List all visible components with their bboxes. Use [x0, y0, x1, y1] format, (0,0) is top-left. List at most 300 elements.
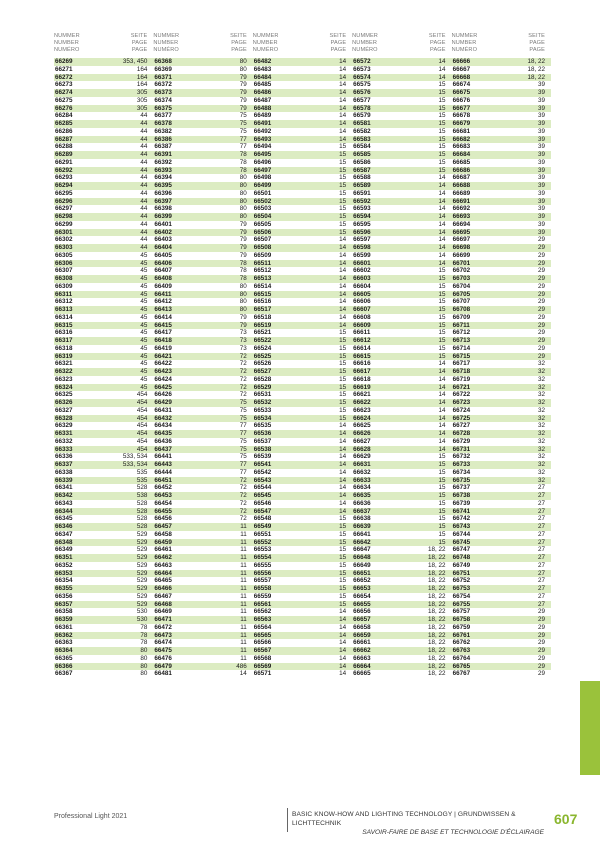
page-reference-cell: 45	[140, 360, 148, 368]
article-number-cell: 66377	[154, 112, 172, 120]
article-number-cell: 66668	[452, 73, 471, 81]
article-number-cell: 66404	[154, 244, 172, 251]
article-number-cell: 66305	[55, 251, 73, 259]
article-number-cell: 66276	[55, 104, 73, 112]
page-reference-cell: 18, 22	[428, 577, 446, 585]
page-reference-cell: 72	[239, 360, 247, 368]
article-number-cell: 66713	[452, 337, 471, 344]
page-reference-cell: 39	[537, 228, 545, 236]
page-reference-cell: 45	[140, 267, 148, 275]
page-reference-cell: 528	[136, 515, 148, 523]
page-reference-cell: 14	[438, 251, 446, 259]
page-reference-cell: 14	[339, 306, 347, 313]
article-number-cell: 66665	[353, 670, 371, 678]
table-row	[54, 438, 551, 446]
article-number-cell: 66679	[452, 120, 471, 127]
page-reference-cell: 15	[438, 453, 446, 461]
page-reference-cell: 29	[537, 329, 545, 337]
article-number-cell: 66687	[452, 174, 471, 182]
page-reference-cell: 15	[438, 120, 446, 127]
article-number-cell: 66594	[353, 213, 371, 220]
article-number-cell: 66374	[154, 96, 172, 104]
article-number-cell: 66386	[154, 135, 172, 143]
article-number-cell: 66752	[452, 577, 471, 585]
header-page-text: PAGE	[430, 47, 446, 54]
page-reference-cell: 15	[339, 352, 347, 360]
page-reference-cell: 14	[438, 205, 446, 213]
article-number-cell: 66423	[154, 368, 172, 375]
page-reference-cell: 15	[339, 220, 347, 228]
article-number-cell: 66512	[253, 267, 272, 275]
article-number-cell: 66566	[253, 639, 272, 647]
page-reference-cell: 80	[239, 290, 247, 298]
article-number-cell: 66619	[353, 383, 371, 391]
page-reference-cell: 14	[339, 112, 347, 120]
page-reference-cell: 14	[339, 313, 347, 321]
page-reference-cell: 14	[339, 453, 347, 461]
page-reference-cell: 15	[438, 515, 446, 523]
page-reference-cell: 18, 22	[428, 647, 446, 654]
article-number-cell: 66411	[154, 290, 172, 298]
article-number-cell: 66365	[55, 654, 73, 662]
header-number-text: NUMBER	[153, 40, 179, 47]
footer-catalog-title: Professional Light 2021	[54, 813, 128, 820]
article-number-cell: 66357	[55, 600, 73, 608]
article-number-cell: 66382	[154, 127, 172, 135]
article-number-cell: 66695	[452, 228, 471, 236]
page-reference-cell: 15	[438, 530, 446, 538]
page-reference-cell: 29	[537, 306, 545, 313]
article-number-cell: 66486	[253, 89, 272, 96]
table-row	[54, 430, 551, 438]
page-reference-cell: 454	[136, 406, 148, 414]
page-reference-cell: 15	[339, 189, 347, 197]
page-reference-cell: 75	[239, 445, 247, 453]
article-number-cell: 66371	[154, 73, 172, 81]
article-number-cell: 66353	[55, 569, 73, 577]
article-number-cell: 66524	[253, 344, 272, 352]
page-reference-cell: 529	[136, 561, 148, 569]
article-number-cell: 66683	[452, 143, 471, 151]
page-reference-cell: 14	[438, 220, 446, 228]
page-reference-cell: 39	[537, 166, 545, 174]
article-number-cell: 66722	[452, 391, 471, 399]
article-number-cell: 66527	[253, 368, 272, 375]
article-number-cell: 66497	[253, 166, 272, 174]
page-reference-cell: 27	[537, 546, 545, 554]
article-number-cell: 66609	[353, 321, 371, 329]
page-reference-cell: 29	[537, 639, 545, 647]
article-number-cell: 66356	[55, 592, 73, 600]
page-reference-cell: 80	[140, 662, 148, 670]
page-reference-cell: 44	[140, 174, 148, 182]
article-number-cell: 66437	[154, 445, 172, 453]
table-row	[54, 601, 551, 609]
article-number-cell: 66441	[154, 453, 172, 461]
article-number-cell: 66473	[154, 631, 172, 639]
page-reference-cell: 15	[339, 530, 347, 538]
page-reference-cell: 32	[537, 414, 545, 422]
page-reference-cell: 29	[537, 282, 545, 290]
page-reference-cell: 533, 534	[122, 453, 148, 461]
table-row	[54, 655, 551, 663]
page-reference-cell: 44	[140, 205, 148, 213]
page-reference-cell: 39	[537, 89, 545, 96]
page-reference-cell: 11	[240, 538, 247, 546]
article-number-cell: 66518	[253, 313, 272, 321]
article-number-cell: 66547	[253, 507, 272, 515]
table-row	[54, 624, 551, 632]
article-number-cell: 66387	[154, 143, 172, 151]
article-number-cell: 66526	[253, 360, 272, 368]
page-reference-cell: 15	[339, 329, 347, 337]
article-number-cell: 66676	[452, 96, 471, 104]
article-number-cell: 66607	[353, 306, 371, 313]
article-number-cell: 66396	[154, 189, 172, 197]
table-row	[54, 461, 551, 469]
article-number-cell: 66712	[452, 329, 471, 337]
page-reference-cell: 29	[537, 244, 545, 251]
table-row	[54, 105, 551, 113]
article-number-cell: 66633	[353, 476, 371, 484]
header-page-text: SEITE	[329, 33, 347, 39]
table-row	[54, 508, 551, 516]
header-number-text: NUMMER	[352, 33, 378, 39]
page-reference-cell: 305	[136, 89, 148, 96]
table-row	[54, 267, 551, 275]
header-page-text: PAGE	[330, 40, 347, 47]
article-number-cell: 66529	[253, 383, 272, 391]
table-row	[54, 647, 551, 655]
page-reference-cell: 14	[438, 391, 446, 399]
page-reference-cell: 14	[438, 58, 446, 65]
table-row	[54, 616, 551, 624]
article-number-cell: 66725	[452, 414, 471, 422]
article-number-cell: 66677	[452, 104, 471, 112]
article-number-cell: 66455	[154, 507, 172, 515]
page-reference-cell: 45	[140, 275, 148, 282]
table-row	[54, 314, 551, 322]
article-number-cell: 66502	[253, 197, 272, 205]
index-table	[54, 58, 551, 678]
article-number-cell: 66354	[55, 577, 73, 585]
page-reference-cell: 39	[537, 213, 545, 220]
table-row	[54, 632, 551, 640]
article-number-cell: 66632	[353, 468, 371, 476]
table-row	[54, 167, 551, 175]
page-reference-cell: 15	[438, 143, 446, 151]
page-reference-cell: 39	[537, 135, 545, 143]
page-reference-cell: 11	[240, 561, 247, 569]
article-number-cell: 66285	[55, 120, 73, 127]
article-number-cell: 66536	[253, 430, 272, 437]
page-reference-cell: 45	[140, 282, 148, 290]
page-reference-cell: 529	[136, 554, 148, 561]
article-number-cell: 66595	[353, 220, 371, 228]
article-number-cell: 66508	[253, 244, 272, 251]
article-number-cell: 66394	[154, 174, 172, 182]
page-reference-cell: 15	[339, 569, 347, 577]
article-number-cell: 66482	[253, 58, 272, 65]
page-reference-cell: 11	[240, 577, 247, 585]
article-number-cell: 66397	[154, 197, 172, 205]
article-number-cell: 66311	[55, 290, 73, 298]
header-number-text: NUMÉRO	[54, 47, 80, 54]
table-row	[54, 74, 551, 82]
page-reference-cell: 39	[537, 81, 545, 89]
article-number-cell: 66498	[253, 174, 272, 182]
header-number-text: NUMBER	[352, 40, 378, 47]
page-reference-cell: 45	[140, 375, 148, 383]
article-number-cell: 66413	[154, 306, 172, 313]
article-number-cell: 66627	[353, 437, 371, 445]
article-number-cell: 66751	[452, 569, 471, 577]
page-reference-cell: 14	[438, 375, 446, 383]
article-number-cell: 66754	[452, 592, 471, 600]
header-number-text: NUMMER	[252, 33, 279, 39]
article-number-cell: 66691	[452, 197, 471, 205]
table-row	[54, 422, 551, 430]
article-number-cell: 66556	[253, 569, 272, 577]
article-number-cell: 66747	[452, 546, 471, 554]
article-number-cell: 66682	[452, 135, 471, 143]
article-number-cell: 66289	[55, 151, 73, 158]
article-number-cell: 66542	[253, 468, 272, 476]
article-number-cell: 66367	[55, 670, 73, 678]
article-number-cell: 66495	[253, 151, 272, 158]
page-reference-cell: 14	[339, 298, 347, 306]
article-number-cell: 66623	[353, 406, 371, 414]
table-row	[54, 484, 551, 492]
article-number-cell: 66599	[353, 251, 371, 259]
article-number-cell: 66587	[353, 166, 371, 174]
table-row	[54, 291, 551, 299]
page-reference-cell: 15	[339, 577, 347, 585]
page-reference-cell: 14	[438, 197, 446, 205]
article-number-cell: 66592	[353, 197, 371, 205]
article-number-cell: 66574	[353, 73, 371, 81]
article-number-cell: 66697	[452, 236, 471, 244]
article-number-cell: 66503	[253, 205, 272, 213]
article-number-cell: 66419	[154, 344, 172, 352]
page-reference-cell: 14	[339, 120, 347, 127]
page-reference-cell: 18, 22	[428, 662, 446, 670]
page-reference-cell: 15	[438, 507, 446, 515]
page-reference-cell: 529	[136, 538, 148, 546]
page-reference-cell: 77	[239, 422, 247, 430]
page-reference-cell: 14	[339, 476, 347, 484]
table-row	[54, 562, 551, 570]
article-number-cell: 66589	[353, 182, 371, 189]
page-reference-cell: 80	[239, 298, 247, 306]
page-reference-cell: 32	[537, 368, 545, 375]
table-row	[54, 670, 551, 678]
page-reference-cell: 15	[438, 151, 446, 158]
header-number-text: NUMBER	[54, 40, 79, 47]
page-reference-cell: 14	[339, 244, 347, 251]
page-reference-cell: 18, 22	[527, 58, 545, 65]
table-row	[54, 546, 551, 554]
page-reference-cell: 14	[438, 406, 446, 414]
article-number-cell: 66764	[452, 654, 471, 662]
page-reference-cell: 14	[339, 468, 347, 476]
article-number-cell: 66628	[353, 445, 371, 453]
article-number-cell: 66606	[353, 298, 371, 306]
page-reference-cell: 73	[239, 344, 247, 352]
table-row	[54, 663, 551, 671]
article-number-cell: 66748	[452, 554, 471, 561]
page-reference-cell: 15	[339, 368, 347, 375]
page-reference-cell: 75	[239, 399, 247, 406]
page-reference-cell: 14	[339, 437, 347, 445]
table-row	[54, 283, 551, 291]
page-reference-cell: 15	[339, 375, 347, 383]
page-reference-cell: 32	[537, 445, 545, 453]
page-reference-cell: 14	[339, 251, 347, 259]
article-number-cell: 66534	[253, 414, 272, 422]
article-number-cell: 66703	[452, 275, 471, 282]
table-row	[54, 384, 551, 392]
page-reference-cell: 529	[136, 530, 148, 538]
table-row	[54, 577, 551, 585]
page-reference-cell: 164	[136, 65, 148, 73]
page-reference-cell: 529	[136, 546, 148, 554]
page-reference-cell: 14	[339, 430, 347, 437]
page-reference-cell: 15	[339, 228, 347, 236]
page-reference-cell: 15	[438, 468, 446, 476]
article-number-cell: 66577	[353, 96, 371, 104]
article-number-cell: 66717	[452, 360, 471, 368]
page-reference-cell: 528	[136, 523, 148, 530]
page-reference-cell: 73	[239, 329, 247, 337]
article-number-cell: 66656	[353, 608, 371, 616]
article-number-cell: 66274	[55, 89, 73, 96]
article-number-cell: 66734	[452, 468, 471, 476]
page-reference-cell: 29	[537, 290, 545, 298]
page-reference-cell: 78	[239, 158, 247, 166]
page-reference-cell: 15	[339, 399, 347, 406]
page-reference-cell: 32	[537, 375, 545, 383]
article-number-cell: 66624	[353, 414, 371, 422]
section-tab	[580, 681, 600, 775]
table-row	[54, 205, 551, 213]
page-reference-cell: 11	[240, 623, 247, 631]
page-reference-cell: 39	[537, 205, 545, 213]
article-number-cell: 66298	[55, 213, 73, 220]
page-reference-cell: 29	[537, 647, 545, 654]
article-number-cell: 66342	[55, 492, 73, 499]
page-reference-cell: 14	[339, 267, 347, 275]
page-reference-cell: 14	[339, 484, 347, 492]
page-reference-cell: 14	[438, 65, 446, 73]
page-reference-cell: 14	[339, 81, 347, 89]
page-reference-cell: 18, 22	[428, 608, 446, 616]
article-number-cell: 66318	[55, 344, 73, 352]
page-reference-cell: 32	[537, 430, 545, 437]
page-reference-cell: 80	[239, 58, 247, 65]
article-number-cell: 66294	[55, 182, 73, 189]
article-number-cell: 66481	[154, 670, 172, 678]
page-reference-cell: 11	[240, 600, 247, 608]
article-number-cell: 66552	[253, 538, 272, 546]
article-number-cell: 66667	[452, 65, 471, 73]
page-reference-cell: 15	[438, 96, 446, 104]
page-reference-cell: 11	[240, 631, 247, 639]
article-number-cell: 66309	[55, 282, 73, 290]
article-number-cell: 66336	[55, 453, 73, 461]
article-number-cell: 66515	[253, 290, 272, 298]
article-number-cell: 66492	[253, 127, 272, 135]
page-reference-cell: 44	[140, 143, 148, 151]
page-reference-cell: 14	[339, 647, 347, 654]
page-reference-cell: 15	[339, 213, 347, 220]
page-reference-cell: 15	[339, 515, 347, 523]
article-number-cell: 66622	[353, 399, 371, 406]
article-number-cell: 66762	[452, 639, 471, 647]
table-row	[54, 151, 551, 159]
page-reference-cell: 27	[537, 585, 545, 592]
article-number-cell: 66733	[452, 461, 471, 468]
page-reference-cell: 15	[438, 329, 446, 337]
article-number-cell: 66625	[353, 422, 371, 430]
table-row	[54, 453, 551, 461]
article-number-cell: 66728	[452, 430, 471, 437]
page-reference-cell: 15	[438, 492, 446, 499]
article-number-cell: 66598	[353, 244, 371, 251]
table-row	[54, 252, 551, 260]
article-number-cell: 66719	[452, 375, 471, 383]
page-reference-cell: 44	[140, 189, 148, 197]
page-reference-cell: 79	[239, 321, 247, 329]
table-row	[54, 136, 551, 144]
page-reference-cell: 79	[239, 220, 247, 228]
article-number-cell: 66654	[353, 592, 371, 600]
page-reference-cell: 79	[239, 104, 247, 112]
page-reference-cell: 29	[537, 654, 545, 662]
article-number-cell: 66493	[253, 135, 272, 143]
page-reference-cell: 15	[438, 337, 446, 344]
page-reference-cell: 45	[140, 290, 148, 298]
page-reference-cell: 75	[239, 406, 247, 414]
page-reference-cell: 15	[438, 523, 446, 530]
article-number-cell: 66395	[154, 182, 172, 189]
article-number-cell: 66548	[253, 515, 272, 523]
article-number-cell: 66297	[55, 205, 73, 213]
page-reference-cell: 530	[136, 608, 148, 616]
page-reference-cell: 80	[239, 213, 247, 220]
article-number-cell: 66739	[452, 499, 471, 507]
article-number-cell: 66329	[55, 422, 73, 430]
page-reference-cell: 18, 22	[428, 670, 446, 678]
article-number-cell: 66605	[353, 290, 371, 298]
article-number-cell: 66723	[452, 399, 471, 406]
article-number-cell: 66499	[253, 182, 272, 189]
article-number-cell: 66638	[353, 515, 371, 523]
table-row	[54, 469, 551, 477]
table-row	[54, 159, 551, 167]
article-number-cell: 66757	[452, 608, 471, 616]
article-number-cell: 66689	[452, 189, 471, 197]
table-row	[54, 554, 551, 562]
article-number-cell: 66364	[55, 647, 73, 654]
article-number-cell: 66488	[253, 104, 272, 112]
article-number-cell: 66467	[154, 592, 172, 600]
page-reference-cell: 44	[140, 220, 148, 228]
article-number-cell: 66369	[154, 65, 172, 73]
article-number-cell: 66545	[253, 492, 272, 499]
page-reference-cell: 44	[140, 213, 148, 220]
article-number-cell: 66392	[154, 158, 172, 166]
